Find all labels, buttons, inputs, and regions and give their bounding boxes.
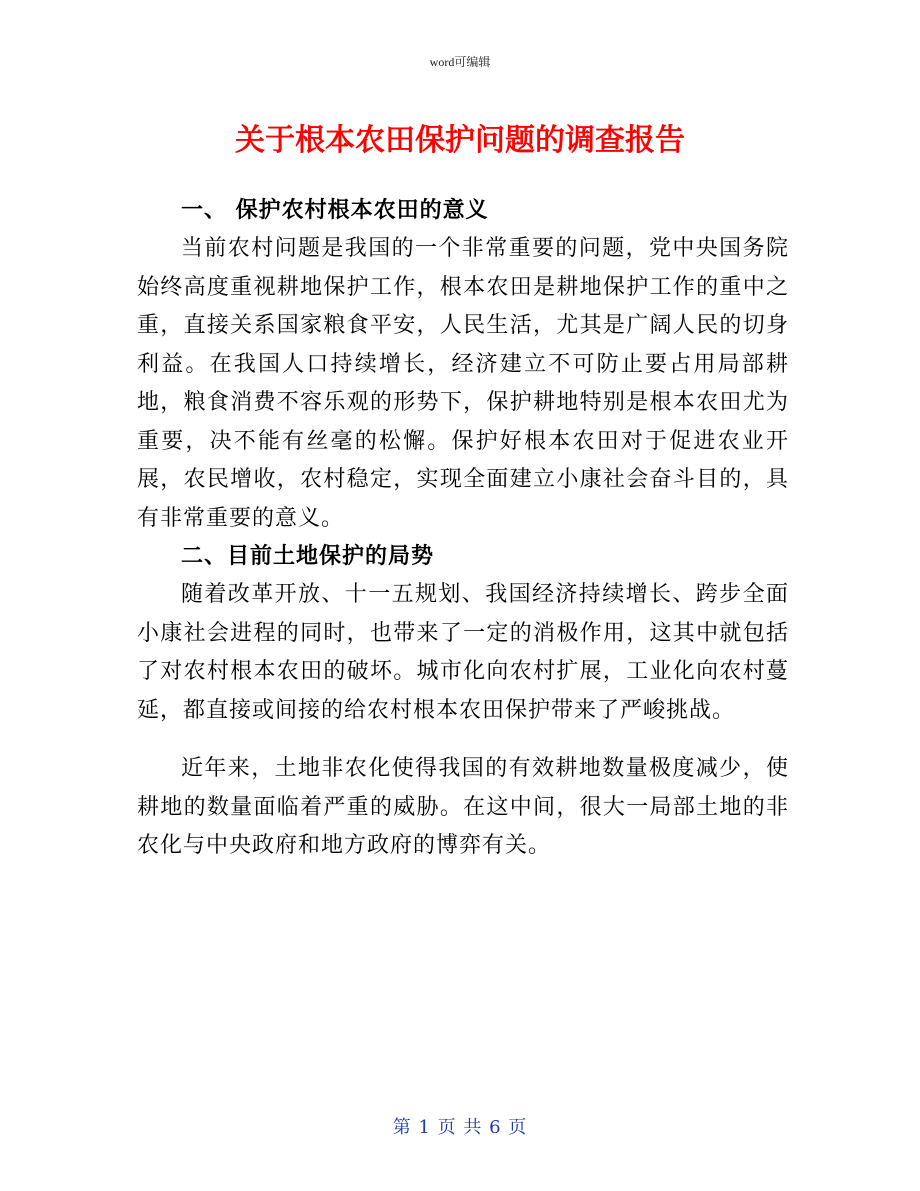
- header-note: word可编辑: [429, 55, 491, 69]
- section-heading: 一、 保护农村根本农田的意义: [181, 198, 489, 223]
- paragraph: 当前农村问题是我国的一个非常重要的问题，党中央国务院始终高度重视耕地保护工作，根本农田是耕地保护工作的重中之重，直接关系国家粮食平安，人民生活，尤其是广阔人民的切身利益。在我国人口持续增长，经济建立不可防止要占用局部耕地，粮食消费不容乐观的形势下，保护耕地特别是根本农田尤为重要，决不能有丝毫的松懈。保护好根本农田对于促进农业开展，农民增收，农村稳定，实现全面建立小康社会奋斗目的，具有非常重要的意义。: [137, 236, 789, 531]
- section-2: [137, 538, 789, 866]
- section-heading: 二、目前土地保护的局势: [181, 544, 435, 569]
- section-1: [137, 192, 789, 538]
- document-title: 关于根本农田保护问题的调查报告: [235, 123, 685, 158]
- page-number-footer: 第 1 页 共 6 页: [392, 1117, 528, 1138]
- paragraph: 随着改革开放、十一五规划、我国经济持续增长、跨步全面小康社会进程的同时，也带来了一定的消极作用，这其中就包括了对农村根本农田的破坏。城市化向农村扩展，工业化向农村蔓延，都直接或间接的给农村根本农田保护带来了严峻挑战。: [137, 582, 789, 723]
- paragraph: 近年来，土地非农化使得我国的有效耕地数量极度减少，使耕地的数量面临着严重的威胁。在这中间，很大一局部土地的非农化与中央政府和地方政府的博弈有关。: [137, 756, 789, 858]
- document-body: [137, 192, 789, 866]
